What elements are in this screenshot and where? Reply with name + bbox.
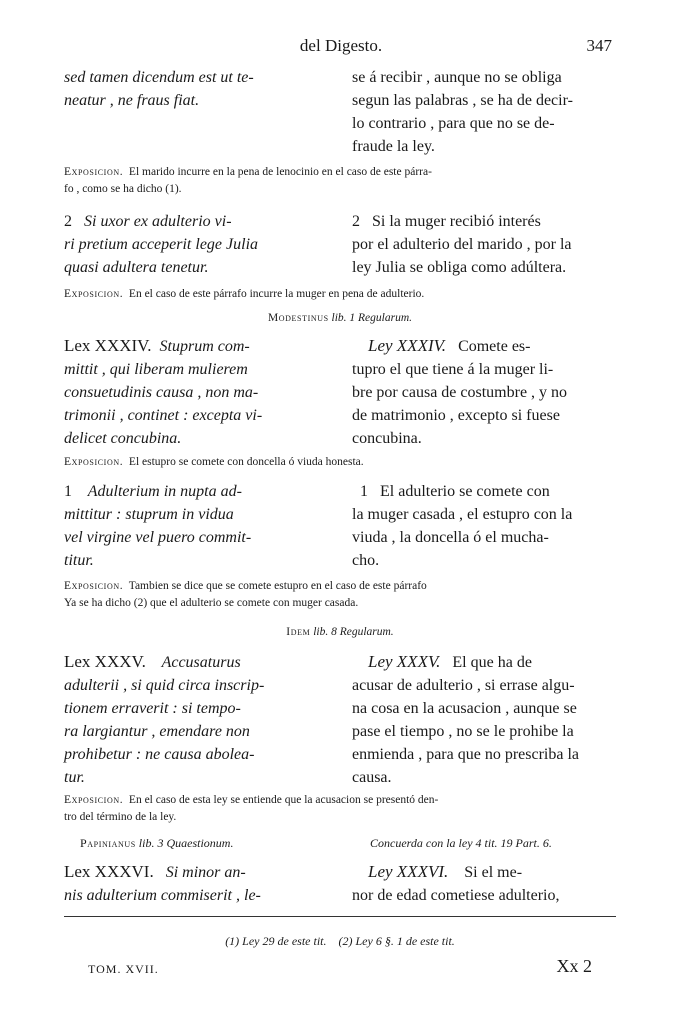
spanish-line: cho.: [352, 552, 380, 569]
latin-line: Si minor an-: [165, 864, 246, 881]
latin-column: [64, 334, 334, 450]
spanish-line: bre por causa de costumbre , y no: [352, 384, 568, 401]
signature-mark: Xx 2: [556, 956, 592, 976]
latin-line: ri pretium acceperit lege Julia: [64, 236, 259, 253]
latin-line: prohibetur : ne causa abolea-: [64, 746, 255, 763]
note-text: El estupro se comete con doncella ó viuda honesta.: [128, 456, 364, 468]
note-label: Exposicion.: [64, 288, 124, 300]
spanish-column: [352, 334, 616, 450]
spanish-line: lo contrario , para que no se de-: [352, 115, 555, 132]
spanish-line: concubina.: [352, 430, 422, 447]
latin-line: quasi adultera tenetur.: [64, 259, 209, 276]
spanish-column: [352, 480, 616, 572]
volume-label: TOM. XVII.: [88, 962, 159, 976]
source-heading: [64, 312, 616, 324]
spanish-line: El que ha de: [452, 654, 532, 671]
latin-column: [64, 480, 334, 572]
paragraph-1-block: [64, 480, 616, 576]
latin-line: trimonii , continet : excepta vi-: [64, 407, 263, 424]
spanish-line: nor de edad cometiese adulterio,: [352, 887, 560, 904]
spanish-line: fraude la ley.: [352, 138, 435, 155]
running-title: del Digesto.: [299, 36, 383, 55]
note-label: Exposicion.: [64, 580, 124, 592]
spanish-line: segun las palabras , se ha de decir-: [352, 92, 573, 109]
spanish-column: [352, 650, 616, 789]
note-text: tro del término de la ley.: [64, 811, 177, 823]
lex-label: Lex XXXV.: [64, 652, 146, 671]
source-work: lib. 1 Regularum.: [331, 312, 413, 324]
latin-line: nis adulterium commiserit , le-: [64, 887, 261, 904]
footnotes: [64, 934, 616, 949]
spanish-column: [352, 860, 616, 907]
latin-line: titur.: [64, 552, 94, 569]
spanish-line: enmienda , para que no prescriba la: [352, 746, 580, 763]
note-text: Tambien se dice que se comete estupro en el caso de este párrafo: [128, 580, 427, 592]
paragraph-2-block: [64, 210, 616, 282]
spanish-line: causa.: [352, 769, 392, 786]
lex-34-block: [64, 334, 616, 452]
spanish-line: por el adulterio del marido , por la: [352, 236, 572, 253]
paragraph-number: 1: [360, 483, 368, 500]
source-author: Papinianus: [80, 836, 136, 850]
exposicion-note: [64, 454, 616, 471]
exposicion-note: [64, 286, 616, 303]
spanish-column: [352, 210, 616, 279]
footnote: (2) Ley 6 §. 1 de este tit.: [338, 934, 455, 948]
source-work: lib. 8 Regularum.: [313, 626, 394, 638]
note-text: El marido incurre en la pena de lenocinio en el caso de este párra-: [128, 166, 432, 178]
spanish-line: viuda , la doncella ó el mucha-: [352, 529, 549, 546]
latin-column: [64, 860, 334, 907]
spanish-line: de matrimonio , excepto si fuese: [352, 407, 560, 424]
exposicion-note: [64, 578, 616, 612]
spanish-line: El adulterio se comete con: [380, 483, 550, 500]
latin-line: Adulterium in nupta ad-: [87, 483, 242, 500]
ley-label: Ley XXXVI.: [368, 862, 449, 881]
concordance-note: Concuerda con la ley 4 tit. 19 Part. 6.: [370, 836, 552, 850]
latin-line: consuetudinis causa , non ma-: [64, 384, 259, 401]
note-text: En el caso de esta ley se entiende que la acusacion se presentó den-: [128, 794, 439, 806]
paragraph-number: 2: [352, 213, 360, 230]
latin-column: [64, 650, 334, 789]
latin-line: sed tamen dicendum est ut te-: [64, 69, 254, 86]
spanish-column: [352, 66, 616, 158]
latin-line: mittitur : stuprum in vidua: [64, 506, 234, 523]
latin-line: mittit , qui liberam mulierem: [64, 361, 248, 378]
lex-label: Lex XXXIV.: [64, 336, 152, 355]
exposicion-note: [64, 164, 616, 198]
latin-line: adulterii , si quid circa inscrip-: [64, 677, 265, 694]
spanish-line: ley Julia se obliga como adúltera.: [352, 259, 567, 276]
latin-line: Stuprum com-: [159, 338, 250, 355]
ley-label: Ley XXXIV.: [368, 336, 447, 355]
paragraph-number: 1: [64, 483, 72, 500]
source-work: lib. 3 Quaestionum.: [138, 836, 234, 850]
latin-line: neatur , ne fraus fiat.: [64, 92, 200, 109]
source-heading: [80, 836, 233, 851]
continuation-block: [64, 66, 616, 158]
spanish-line: pase el tiempo , no se le prohibe la: [352, 723, 574, 740]
note-label: Exposicion.: [64, 794, 124, 806]
note-label: Exposicion.: [64, 166, 124, 178]
latin-line: vel virgine vel puero commit-: [64, 529, 252, 546]
spanish-line: Si la muger recibió interés: [372, 213, 541, 230]
paragraph-number: 2: [64, 213, 72, 230]
footnote-rule: [64, 916, 616, 917]
spanish-line: Comete es-: [458, 338, 531, 355]
lex-36-block: [64, 860, 616, 908]
latin-line: tur.: [64, 769, 85, 786]
source-author: Modestinus: [267, 312, 329, 324]
latin-line: Si uxor ex adulterio vi-: [84, 213, 232, 230]
latin-column: [64, 66, 334, 112]
latin-line: delicet concubina.: [64, 430, 182, 447]
spanish-line: Si el me-: [464, 864, 523, 881]
latin-line: ra largiantur , emendare non: [64, 723, 250, 740]
spanish-line: la muger casada , el estupro con la: [352, 506, 573, 523]
page-number: 347: [586, 36, 612, 55]
spanish-line: acusar de adulterio , si errase algu-: [352, 677, 575, 694]
note-text: fo , como se ha dicho (1).: [64, 183, 182, 195]
lex-label: Lex XXXVI.: [64, 862, 154, 881]
spanish-line: na cosa en la acusacion , aunque se: [352, 700, 577, 717]
source-author: Idem: [286, 626, 311, 638]
lex-35-block: [64, 650, 616, 790]
note-label: Exposicion.: [64, 456, 124, 468]
latin-column: [64, 210, 334, 279]
spanish-line: tupro el que tiene á la muger li-: [352, 361, 554, 378]
ley-label: Ley XXXV.: [368, 652, 441, 671]
spanish-line: se á recibir , aunque no se obliga: [352, 69, 562, 86]
exposicion-note: [64, 792, 616, 826]
latin-line: tionem erraverit : si tempo-: [64, 700, 241, 717]
note-text: En el caso de este párrafo incurre la muger en pena de adulterio.: [128, 288, 425, 300]
source-heading: [64, 626, 616, 638]
latin-line: Accusaturus: [161, 654, 241, 671]
footnote: (1) Ley 29 de este tit.: [225, 934, 327, 948]
note-text: Ya se ha dicho (2) que el adulterio se comete con muger casada.: [64, 597, 359, 609]
